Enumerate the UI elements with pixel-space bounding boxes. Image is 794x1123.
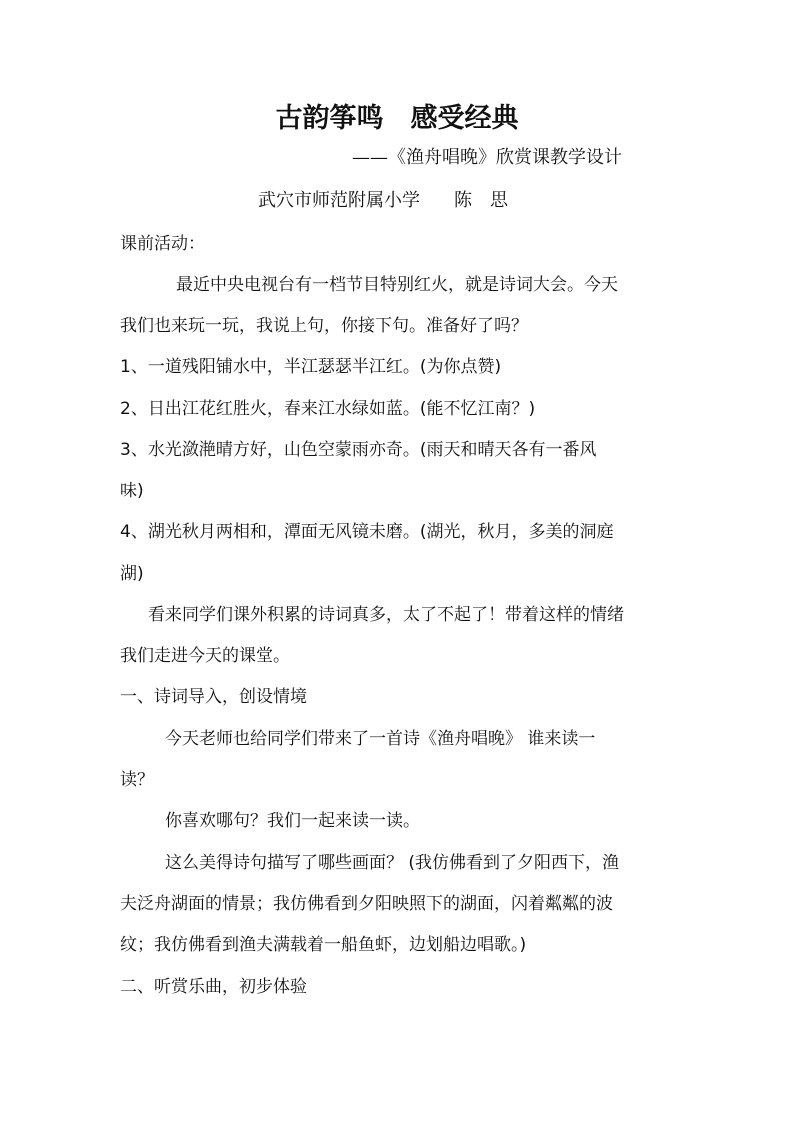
section-1-paragraph-1-line-2: 读？ [120,770,154,790]
praise-line-1: 看来同学们课外积累的诗词真多，太了不起了！带着这样的情绪 [148,605,624,625]
poem-item-3-continued: 味) [120,481,144,501]
section-1-paragraph-2: 你喜欢哪句？我们一起来读一读。 [165,811,420,831]
section-1-paragraph-3-line-2: 夫泛舟湖面的情景；我仿佛看到夕阳映照下的湖面，闪着粼粼的波 [120,894,613,914]
author-name: 陈 思 [454,190,508,211]
intro-line-1: 最近中央电视台有一档节目特别红火，就是诗词大会。今天 [176,275,618,295]
poem-item-2: 2、日出江花红胜火，春来江水绿如蓝。(能不忆江南？) [120,399,536,419]
pre-class-heading: 课前活动： [120,234,205,254]
section-2-heading: 二、听赏乐曲，初步体验 [120,977,307,997]
section-1-paragraph-3-line-1: 这么美得诗句描写了哪些画面？ (我仿佛看到了夕阳西下，渔 [165,853,620,873]
poem-item-4: 4、湖光秋月两相和，潭面无风镜未磨。(湖光，秋月，多美的洞庭 [120,522,614,542]
poem-item-3: 3、水光潋滟晴方好，山色空蒙雨亦奇。(雨天和晴天各有一番风 [120,440,597,460]
author-school: 武穴市师范附属小学 [258,190,420,211]
document-title: 古韵筝鸣 感受经典 [275,103,519,134]
poem-item-4-continued: 湖) [120,564,144,584]
document-subtitle: ——《渔舟唱晚》欣赏课教学设计 [352,147,622,168]
section-1-heading: 一、诗词导入，创设情境 [120,687,307,707]
praise-line-2: 我们走进今天的课堂。 [120,646,290,666]
section-1-paragraph-1-line-1: 今天老师也给同学们带来了一首诗《渔舟唱晚》 谁来读一 [165,729,596,749]
poem-item-1: 1、一道残阳铺水中，半江瑟瑟半江红。(为你点赞) [120,357,502,377]
intro-line-2: 我们也来玩一玩，我说上句，你接下句。准备好了吗？ [120,316,528,336]
author-line [258,190,508,212]
section-1-paragraph-3-line-3: 纹；我仿佛看到渔夫满载着一船鱼虾，边划船边唱歌。) [120,935,527,955]
